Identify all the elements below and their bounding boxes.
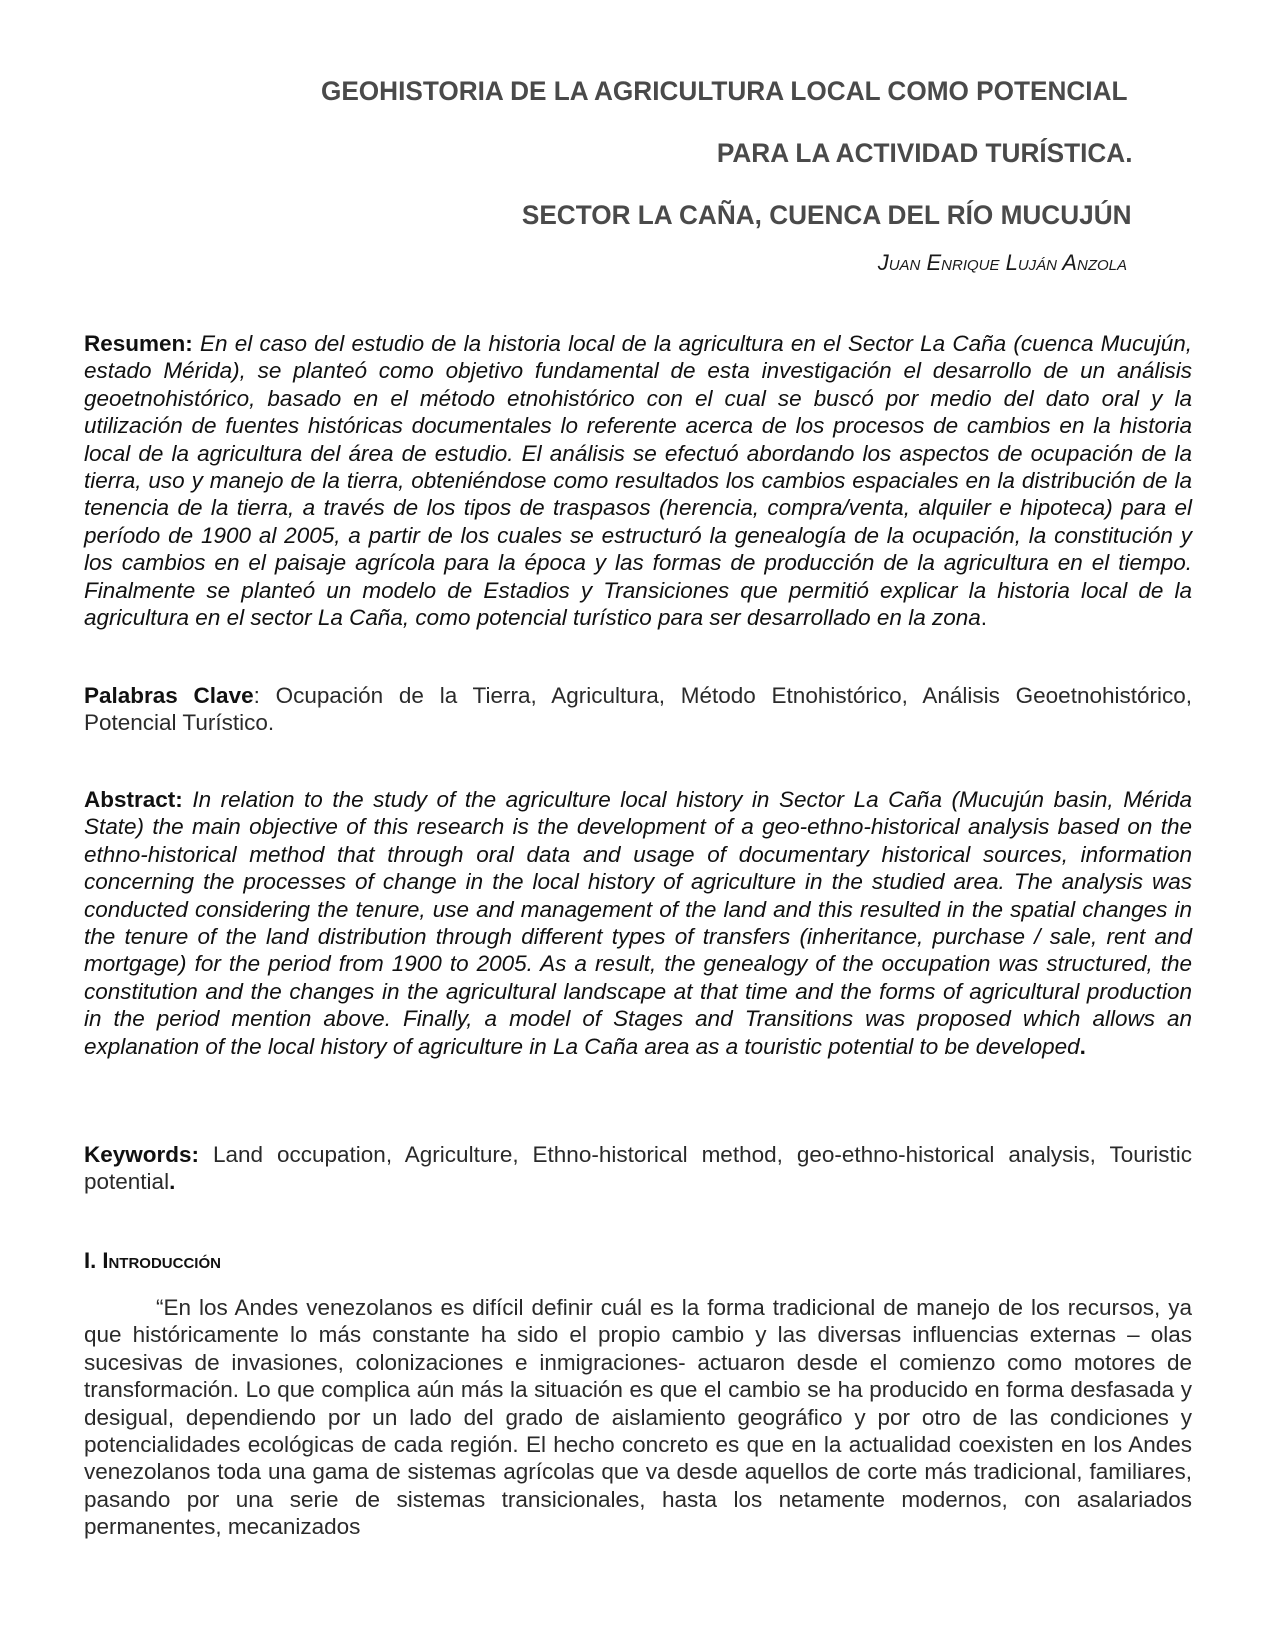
resumen-text: En el caso del estudio de la historia local de la agricultura en el Sector La Caña (cuenca Mucujún, estado Mérida), se planteó como objetivo fundamental de esta investigación el desarrollo de un análisis geoetnohistórico, basado en el método etnohistórico con el cual se buscó por medio del dato oral y la utilización de fuentes históricas documentales lo referente acerca de los procesos de cambios en la historia local de la agricultura del área de estudio. El análisis se efectuó abordando los aspectos de ocupación de la tierra, uso y manejo de la tierra, obteniéndose como resultados los cambios espaciales en la distribución de la tenencia de la tierra, a través de los tipos de traspasos (herencia, compra/venta, alquiler e hipoteca) para el período de 1900 al 2005, a partir de los cuales se estructuró la genealogía de la ocupación, la constitución y los cambios en el paisaje agrícola para la época y las formas de producción de la agricultura en el tiempo. Finalmente se planteó un modelo de Estadios y Transiciones que permitió explicar la historia local de la agricultura en el sector La Caña, como potencial turístico para ser desarrollado en la zona: [84, 331, 1192, 631]
palabras-clave-label: Palabras Clave: [84, 683, 254, 708]
abstract-paragraph: [84, 786, 1192, 1060]
abstract-end: .: [1079, 1033, 1086, 1059]
abstract-label: Abstract:: [84, 787, 183, 812]
keywords-end: .: [169, 1169, 176, 1195]
intro-paragraph: [84, 1294, 1192, 1541]
keywords-paragraph: [84, 1141, 1192, 1196]
intro-text: “En los Andes venezolanos es difícil definir cuál es la forma tradicional de manejo de los recursos, ya que históricamente lo más constante ha sido el propio cambio y las diversas influencias externas – olas sucesivas de invasiones, colonizaciones e inmigraciones- actuaron desde el comienzo como motores de transformación. Lo que complica aún más la situación es que el cambio se ha producido en forma desfasada y desigual, dependiendo por un lado del grado de aislamiento geográfico y por otro de las condiciones y potencialidades ecológicas de cada región. El hecho concreto es que en la actualidad coexisten en los Andes venezolanos toda una gama de sistemas agrícolas que va desde aquellos de corte más tradicional, familiares, pasando por una serie de sistemas transicionales, hasta los netamente modernos, con asalariados permanentes, mecanizados: [84, 1295, 1192, 1540]
section-title: Introducción: [102, 1248, 221, 1273]
resumen-paragraph: [84, 330, 1192, 631]
author-name: Juan Enrique Luján Anzola: [877, 250, 1127, 275]
palabras-clave-paragraph: [84, 682, 1192, 737]
resumen-label: Resumen:: [84, 331, 193, 356]
section-number: I.: [84, 1248, 103, 1273]
keywords-text: Land occupation, Agriculture, Ethno-historical method, geo-ethno-historical analysis, Touristic potential: [84, 1142, 1192, 1195]
abstract-text: In relation to the study of the agriculture local history in Sector La Caña (Mucujún basin, Mérida State) the main objective of this research is the development of a geo-ethno-historical analysis based on the ethno-historical method that through oral data and usage of documentary historical sources, information concerning the processes of change in the local history of agriculture in the studied area. The analysis was conducted considering the tenure, use and management of the land and this resulted in the spatial changes in the tenure of the land distribution through different types of transfers (inheritance, purchase / sale, rent and mortgage) for the period from 1900 to 2005. As a result, the genealogy of the occupation was structured, the constitution and the changes in the agricultural landscape at that time and the forms of agricultural production in the period mention above. Finally, a model of Stages and Transitions was proposed which allows an explanation of the local history of agriculture in La Caña area as a touristic potential to be developed: [84, 787, 1192, 1059]
resumen-end: .: [980, 605, 988, 631]
title-line-3: SECTOR LA CAÑA, CUENCA DEL RÍO MUCUJÚN: [522, 200, 1132, 230]
section-heading-introduccion: [84, 1248, 221, 1274]
keywords-label: Keywords:: [84, 1142, 200, 1167]
title-line-1: GEOHISTORIA DE LA AGRICULTURA LOCAL COMO POTENCIAL: [320, 76, 1127, 106]
palabras-clave-text: : Ocupación de la Tierra, Agricultura, Método Etnohistórico, Análisis Geoetnohistórico, Potencial Turístico.: [84, 683, 1192, 736]
title-line-2: PARA LA ACTIVIDAD TURÍSTICA.: [716, 138, 1132, 168]
